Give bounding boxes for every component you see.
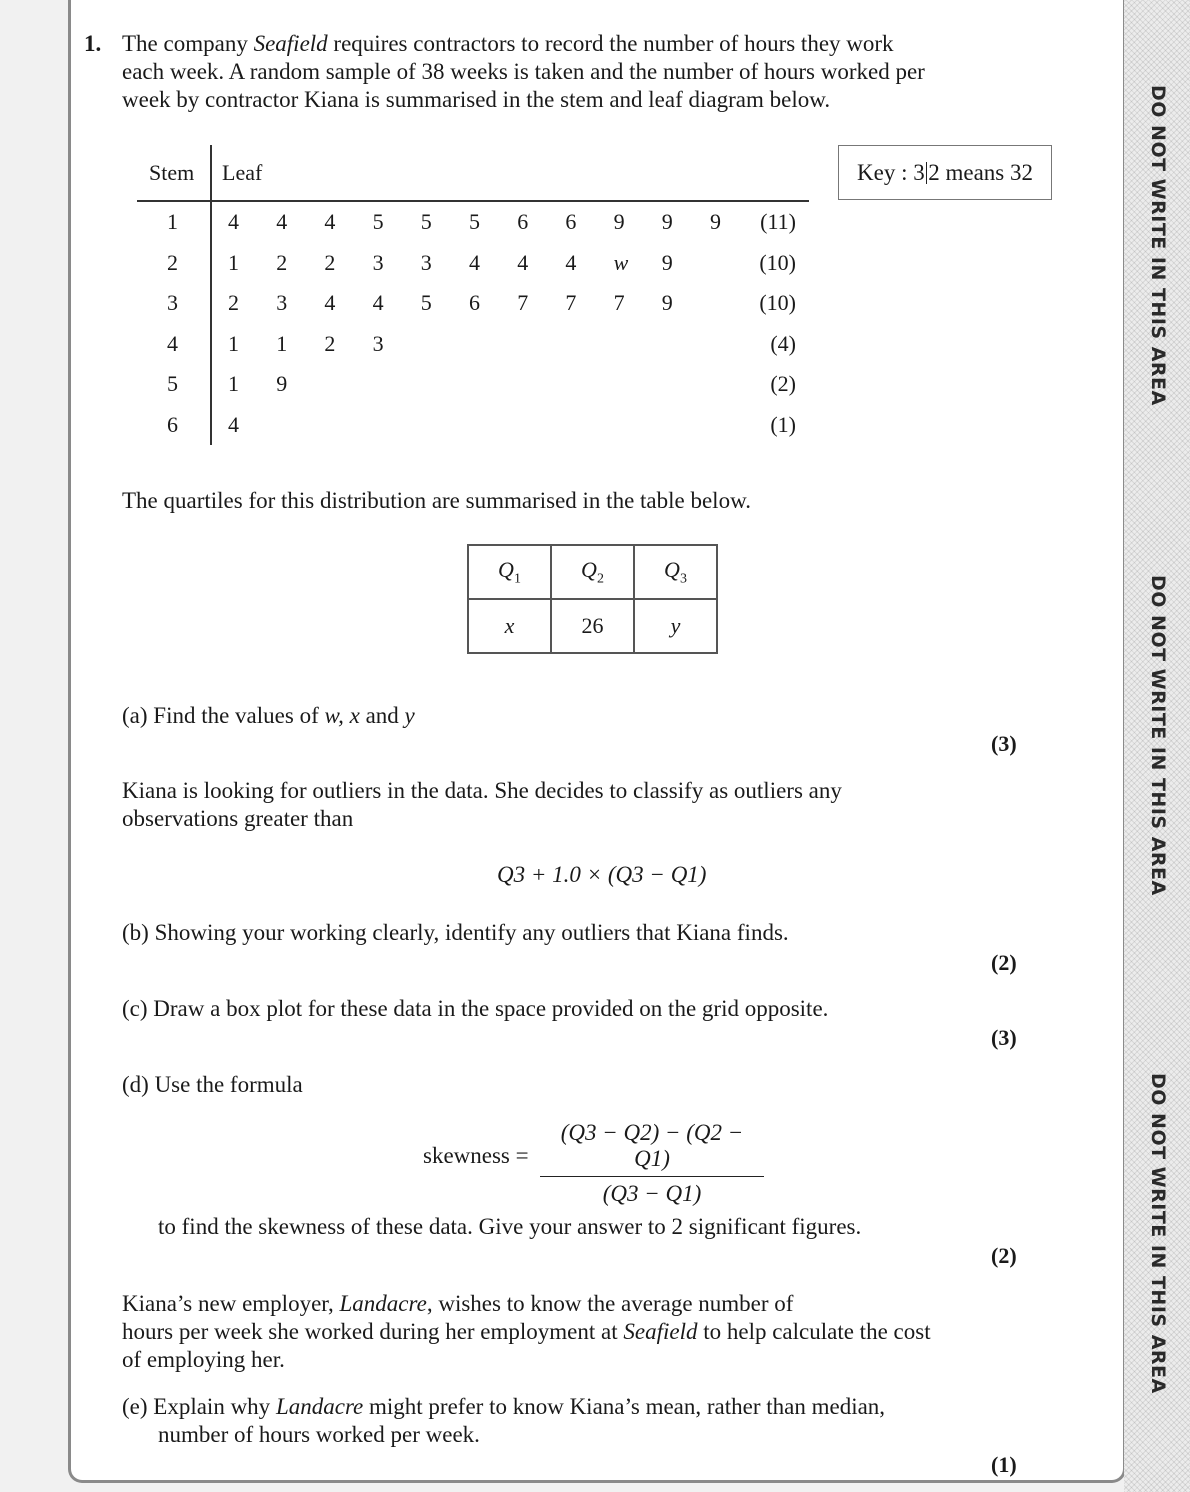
outlier-line-1: Kiana is looking for outliers in the data. She decides to classify as outliers any — [122, 778, 842, 803]
leaf-value: 6 — [517, 209, 529, 234]
quartiles-intro: The quartiles for this distribution are summarised in the table below. — [122, 488, 751, 513]
leaf-value: 2 — [324, 249, 336, 275]
leaf-value: 6 — [565, 209, 577, 234]
q3-header: $Q_3$ — [634, 545, 717, 599]
outlier-formula: Q3 + 1.0 × (Q3 − Q1) — [497, 862, 707, 887]
leaf-count: (10) — [759, 290, 796, 316]
stem-value: 6 — [167, 412, 178, 437]
part-c-marks: (3) — [991, 1025, 1017, 1050]
part-b-text: (b) Showing your working clearly, identify any outliers that Kiana finds. — [122, 920, 789, 945]
stem-divider — [210, 145, 212, 445]
leaf-value: 4 — [372, 290, 384, 316]
intro-line-3: week by contractor Kiana is summarised in the stem and leaf diagram below. — [122, 87, 831, 112]
landacre-line-1: Kiana’s new employer, Landacre, wishes to know the average number of — [122, 1291, 794, 1316]
leaf-count: (1) — [770, 412, 796, 437]
leaf-value: 4 — [228, 209, 239, 234]
margin-warning: DO NOT WRITE IN THIS AREA — [1147, 1072, 1169, 1394]
leaf-value: 3 — [276, 290, 288, 316]
part-a-marks: (3) — [991, 731, 1017, 756]
leaf-value: 9 — [661, 209, 673, 234]
leaf-value: 4 — [324, 209, 336, 234]
leaf-value: 2 — [324, 330, 336, 356]
leaf-count: (10) — [759, 249, 796, 275]
leaf-value: 5 — [420, 209, 432, 234]
skewness-denominator: (Q3 − Q1) — [602, 1181, 702, 1206]
skewness-label: skewness = — [423, 1143, 529, 1168]
leaf-value: 1 — [228, 330, 239, 356]
leaf-value: 7 — [613, 290, 625, 316]
stem-value: 5 — [167, 371, 178, 397]
part-e-line-2: number of hours worked per week. — [158, 1422, 480, 1447]
header-rule — [137, 200, 809, 202]
leaf-value: 4 — [324, 290, 336, 316]
leaf-value: 9 — [613, 209, 625, 234]
leaf-value: 2 — [276, 249, 288, 275]
leaf-value: 9 — [276, 371, 288, 397]
leaf-header: Leaf — [222, 160, 263, 185]
q2-value: 26 — [551, 599, 634, 653]
leaf-value: 5 — [420, 290, 432, 316]
leaf-value: 9 — [661, 290, 673, 316]
stem-value: 2 — [167, 249, 178, 275]
q1-header: $Q_1$ — [468, 545, 551, 599]
leaf-count: (4) — [770, 330, 796, 356]
skewness-numerator: (Q3 − Q2) − (Q2 − Q1) — [540, 1120, 764, 1177]
q2-header: $Q_2$ — [551, 545, 634, 599]
part-d-after: to find the skewness of these data. Give your answer to 2 significant figures. — [158, 1214, 862, 1239]
margin-warning: DO NOT WRITE IN THIS AREA — [1147, 84, 1169, 406]
part-d-text: (d) Use the formula — [122, 1072, 303, 1097]
landacre-line-3: of employing her. — [122, 1347, 285, 1372]
leaf-value: 3 — [372, 330, 384, 356]
leaf-value: 3 — [420, 249, 432, 275]
leaf-value: 4 — [228, 412, 239, 437]
leaf-value: 9 — [710, 209, 721, 234]
leaf-value: 7 — [565, 290, 577, 316]
leaf-value: 1 — [228, 249, 239, 275]
key-box: Key : 3 2 means 32 — [838, 145, 1052, 200]
leaf-value: 3 — [372, 249, 384, 275]
leaf-count: (11) — [760, 209, 796, 234]
landacre-line-2: hours per week she worked during her employment at Seafield to help calculate the cost — [122, 1319, 931, 1344]
margin-warning: DO NOT WRITE IN THIS AREA — [1147, 574, 1169, 896]
intro-line-1: The company Seafield requires contractors to record the number of hours they work — [122, 31, 894, 56]
leaf-value: 4 — [517, 249, 529, 275]
leaf-value: 5 — [469, 209, 480, 234]
part-c-text: (c) Draw a box plot for these data in the space provided on the grid opposite. — [122, 996, 829, 1021]
leaf-count: (2) — [770, 371, 796, 397]
question-number: 1. — [84, 31, 102, 56]
leaf-value: 1 — [228, 371, 239, 397]
leaf-value: 9 — [661, 249, 673, 275]
leaf-value: 5 — [372, 209, 384, 234]
part-e-line-1: (e) Explain why Landacre might prefer to know Kiana’s mean, rather than median, — [122, 1394, 886, 1419]
leaf-value: 4 — [565, 249, 577, 275]
leaf-value: 6 — [469, 290, 480, 316]
leaf-value: 1 — [276, 330, 288, 356]
stem-header: Stem — [149, 160, 195, 185]
outlier-line-2: observations greater than — [122, 806, 354, 831]
skewness-fraction — [540, 1120, 764, 1207]
part-a-text: (a) Find the values of w, x and y — [122, 703, 415, 728]
quartile-table — [467, 544, 718, 654]
leaf-value: 4 — [276, 209, 288, 234]
q3-value: y — [634, 599, 717, 653]
q1-value: x — [468, 599, 551, 653]
intro-line-2: each week. A random sample of 38 weeks is taken and the number of hours worked per — [122, 59, 925, 84]
exam-page — [68, 0, 1126, 1483]
part-b-marks: (2) — [991, 950, 1017, 975]
stem-value: 1 — [167, 209, 178, 234]
part-d-marks: (2) — [991, 1243, 1017, 1268]
stem-value: 3 — [167, 290, 178, 316]
part-e-marks: (1) — [991, 1452, 1017, 1477]
stem-value: 4 — [167, 330, 178, 356]
leaf-value: 7 — [517, 290, 529, 316]
leaf-value: 2 — [228, 290, 239, 316]
leaf-value: 4 — [469, 249, 480, 275]
leaf-value: w — [613, 249, 629, 275]
